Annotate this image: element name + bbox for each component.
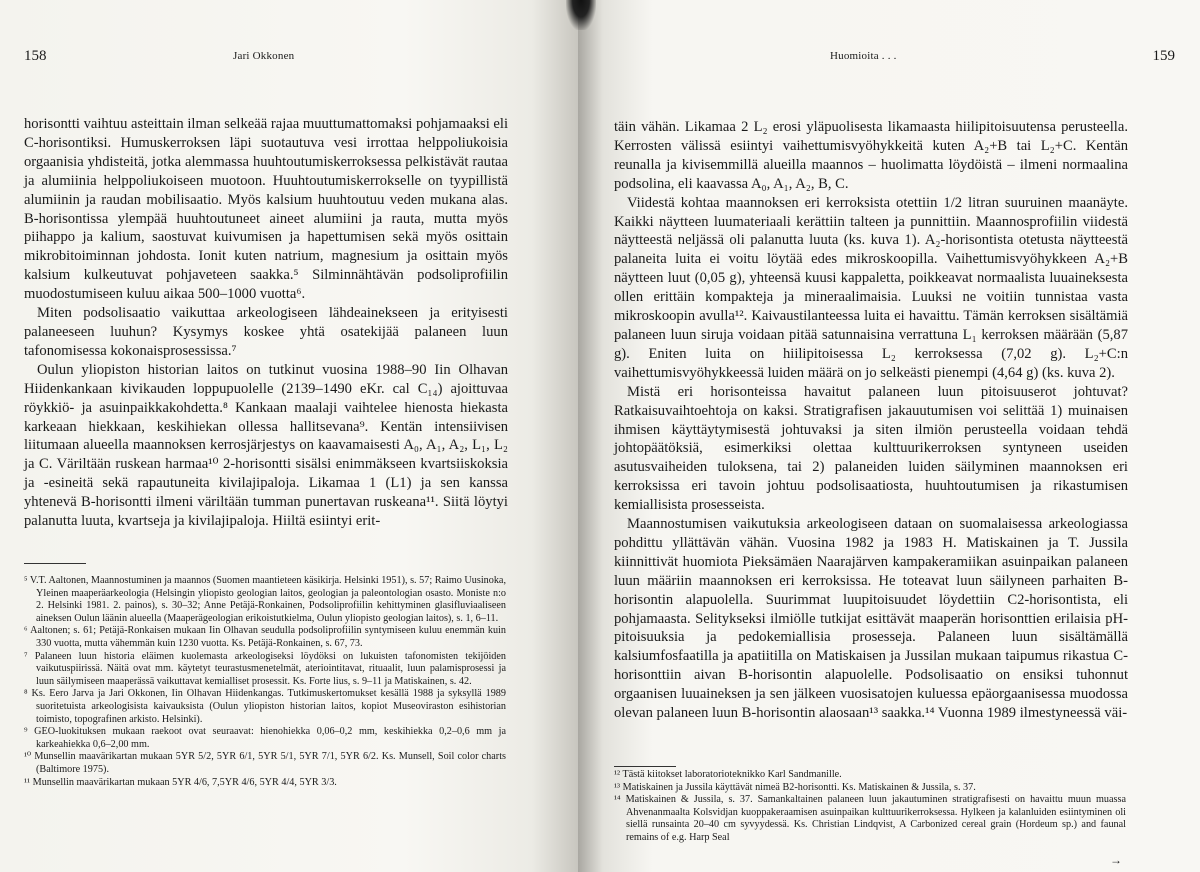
paragraph: Viidestä kohtaa maannoksen eri kerroksista otettiin 1/2 litran suuruinen maanäyte. Kaikki näytteen luumateriaali kerättiin talteen ja punnittiin. Maannosprofiilin viidestä näytteestä neljässä oli palanutta luuta (ks. kuva 1). A₂-horisontista otetusta näytteestä palaneita luita ei voitu löytää edes mikroskoopilla. Vaihettumisvyöhykkeen A₂+B näytteen luut (0,05 g), yhteensä kuusi kappaletta, poikkeavat normaalista luuaineksesta ollen erittäin kompakteja ja mineraalimaisia. Luuksi ne voitiin tunnistaa vasta mikroskoopin avulla¹². Kaivaustilanteessa luita ei havaittu. Tämän kerroksen sisältämiä palaneen luun siruja voidaan pitää satunnaisina verrattuna L₁ kerroksen määrään (5,87 g). Eniten luita on hiilipitoisessa L₂ kerroksessa (7,02 g). L₂+C:n vaihettumisvyöhykkeessä luiden määrä on jo selkeästi pienempi (4,64 g) (ks. kuva 2). — [614, 194, 1128, 381]
continuation-arrow-icon: → — [1110, 853, 1122, 867]
right-page — [578, 0, 1200, 872]
footnote: ⁷ Palaneen luun historia eläimen kuolemasta arkeologiseksi löydöksi on lukuisten tafonomisten tekijöiden vaikutuspiirissä. Näitä ovat mm. käytetyt teurastusmenetelmät, ateriointitavat, rituaalit, luun palamisprosessi ja luun säilymiseen maaperässä vaikuttavat kemialliset prosessit. Ks. Forte lius, s. 9–11 ja Matiskainen, s. 42. — [24, 650, 506, 687]
binding-shadow — [566, 0, 596, 30]
left-page — [0, 0, 578, 872]
paragraph: Oulun yliopiston historian laitos on tutkinut vuosina 1988–90 Iin Olhavan Hiidenkankaan kivikauden loppupuolelle (2139–1490 eKr. cal C₁₄) ajoittuvaa röykkiö- ja asuinpaikkakohdetta.⁸ Kankaan maalaji vaihtelee hienosta hiekasta karkeaan hiekkaan, keskihiekan ollessa hallitsevana⁹. Kentän intensiivisen liitumaan alueella maannoksen kerrosjärjestys on kaavamaisesti A₀, A₁, A₂, L₁, L₂ ja C. Väriltään ruskean harmaa¹⁰ 2-horisontti sisälsi enimmäkseen kvartsiiskoksia ja -esineitä sekä rapautuneita kivilajipaloja. Likamaa 1 (L1) ja sen kanssa yhtenevä B-horisontti ilmeni väriltään tumman punertavan ruskeana¹¹. Siitä löytyi palanutta luuta, kvartseja ja kivilajipaloja. Hiiltä esiintyi erit- — [24, 361, 508, 530]
body-text-right — [614, 118, 1128, 723]
paragraph: Mistä eri horisonteissa havaitut palaneen luun pitoisuuserot johtuvat? Ratkaisuvaihtoehtoja on kaksi. Stratigrafisen jakauutumisen voi selittää 1) muinaisen ihmisen käyttäytymisestä johtuvaksi ja siten ilmiön perusteella voidaan tehdä johtopäätöksiä, esimerkiksi olettaa kulttuurikerroksen syntyneen useiden asutusvaiheiden tuloksena, tai 2) palaneiden luiden säilyminen maannoksen eri kerroksissa eri tavoin johtuu podsolisaatiosta, huuhtoutumisen ja rikastumisen kemiallisista prosesseista. — [614, 383, 1128, 514]
page-number-left: 158 — [24, 48, 47, 64]
running-head-left: Jari Okkonen — [233, 50, 295, 62]
footnote-rule — [24, 563, 86, 564]
footnote: ¹⁰ Munsellin maavärikartan mukaan 5YR 5/2, 5YR 6/1, 5YR 5/1, 5YR 7/1, 5YR 6/2. Ks. Munsell, Soil color charts (Baltimore 1975). — [24, 751, 506, 775]
footnote: ¹⁴ Matiskainen & Jussila, s. 37. Samankaltainen palaneen luun jakautuminen stratigrafisesti on havaittu muun muassa Ahvenanmaalta Kolsvidjan kuoppakeraamisen asuinpaikan kulttuurikerroksessa. Hylkeen ja kalanluiden esiintyminen oli siellä runsainta 20–40 cm syvyydessä. Ks. Christian Lindqvist, A Carbonized cereal grain (Hordeum sp.) and faunal remains of e.g. Harp Seal — [614, 794, 1126, 843]
paragraph: täin vähän. Likamaa 2 L₂ erosi yläpuolisesta likamaasta hiilipitoisuutensa perusteella. Kerrosten välissä esiintyi vaihettumisvyöhykkeitä kuten A₂+B tai L₂+C. Kentän reunalla ja kivisemmillä alueilla maannos – huolimatta löydöistä – ilmeni normaalina podsolina, eli kaavassa A₀, A₁, A₂, B, C. — [614, 119, 1128, 192]
footnote: ¹² Tästä kiitokset laboratorioteknikko Karl Sandmanille. — [614, 769, 842, 780]
footnote: ⁸ Ks. Eero Jarva ja Jari Okkonen, Iin Olhavan Hiidenkangas. Tutkimuskertomukset kesällä 1988 ja syksyllä 1989 suoritetuista arkeologisista kaivauksista (Oulun yliopiston historian laitos, kopiot Museoviraston esihistorian toimisto, topografinen arkisto. Helsinki). — [24, 688, 506, 725]
page-number-right: 159 — [1152, 48, 1175, 64]
paragraph: Maannostumisen vaikutuksia arkeologiseen dataan on suomalaisessa arkeologiassa pohdittu yllättävän vähän. Vuosina 1982 ja 1983 H. Matiskainen ja T. Jussila kiinnittivät huomiota Pieksämäen Naarajärven kampakeramiikan asuinpaikan palaneen luun määriin maannoksen eri kerroksissa. He toteavat luun säilyneen parhaiten B-horisontin alapuolella. Suurimmat luupitoisuudet löydettiin C2-horisontista, eli pohjamaasta. Selitykseksi ilmiölle tutkijat esittävät maaperän horisonttien erilaisia pH-pitoisuuksia ja pedokemiallisia prosesseja. Palaneen luun sisältämällä kalsiumfosfaatilla ja apatiitilla on Matiskaisen ja Jussilan mukaan taipumus rikastua C-horisonttiin aivan B-horisontin alapuolelle. Podsolisaatio on ensiksi tuhonnut orgaanisen luuaineksen ja sen jälkeen vuosisatojen kuluessa epäorgaanisessa muodossa olevan palaneen luun B-horisontin alaosaan¹³ saakka.¹⁴ Vuonna 1989 ilmestyneessä väi- — [614, 516, 1128, 722]
footnote: ⁵ V.T. Aaltonen, Maannostuminen ja maannos (Suomen maantieteen käsikirja. Helsinki 1951), s. 57; Raimo Uusinoka, Yleinen maaperäarkeologia (Helsingin yliopisto geologian laitos, geologian ja paleontologian osasto. Moniste n:o 2. Helsinki 1981. 2. painos), s. 30–32; Anne Petäjä-Ronkainen, Podsoliprofiilin kehittyminen glasifluviaaliseen aineksen Oulun läänin alueella (Maaperägeologian erikoistutkielma, Oulun yliopisto geologian laitos), s. 1, 6–11. — [24, 575, 507, 624]
footnotes-right — [614, 769, 1126, 845]
footnote: ¹¹ Munsellin maavärikartan mukaan 5YR 4/6, 7,5YR 4/6, 5YR 4/4, 5YR 3/3. — [24, 776, 337, 788]
footnote-rule — [614, 766, 676, 767]
footnote: ⁶ Aaltonen; s. 61; Petäjä-Ronkaisen mukaan Iin Olhavan seudulla podsoliprofiilin syntymiseen kuluu enemmän kuin 330 vuotta, mutta vähemmän kuin 1230 vuotta. Ks. Petäjä-Ronkainen, s. 67, 73. — [24, 625, 506, 649]
running-head-right: Huomioita . . . — [830, 50, 897, 62]
footnote: ¹³ Matiskainen ja Jussila käyttävät nimeä B2-horisontti. Ks. Matiskainen & Jussila, s. 37. — [614, 781, 976, 793]
footnotes-left — [24, 575, 506, 789]
footnote: ⁹ GEO-luokituksen mukaan raekoot ovat seuraavat: hienohiekka 0,06–0,2 mm, keskihiekka 0,2–0,6 mm ja karkeahiekka 0,6–2,00 mm. — [24, 726, 506, 750]
paragraph: horisontti vaihtuu asteittain ilman selkeää rajaa muuttumattomaksi pohjamaaksi eli C-horisontiksi. Humuskerroksen läpi suotautuva vesi irrottaa helppoliukoisia orgaanisia yhdisteitä, jotka alemmassa huuhtoutumiskerroksessa pelkistävät rautaa ja alumiinia helppoliukoiseen muotoon. Huuhtoutumiskerrokselle on tyypillistä alumiinin ja raudan mobilisaatio. Myös kalsium huuhtoutuu veden mukana alas. B-horisontissa ylempää huuhtoutuneet aineet alumiini ja rauta, mutta myös piihappo ja kalium, saostuvat kuivumisen ja hapettumisen sekä myös osittain mikrobitoiminnan johdosta. Ionit kuten natrium, magnesium ja osittain myös kalsium kulkeutuvat pohjaveteen saakka.⁵ Silminnähtävän podsoliprofiilin muodostumiseen kuluu aikaa 500–1000 vuotta⁶. — [24, 116, 508, 303]
body-text-left — [24, 115, 508, 531]
paragraph: Miten podsolisaatio vaikuttaa arkeologiseen lähdeainekseen ja erityisesti palaneeseen luuhun? Kysymys koskee yhtä osatekijää palaneen luun tafonomisessa kokonaisprosessissa.⁷ — [24, 305, 508, 359]
